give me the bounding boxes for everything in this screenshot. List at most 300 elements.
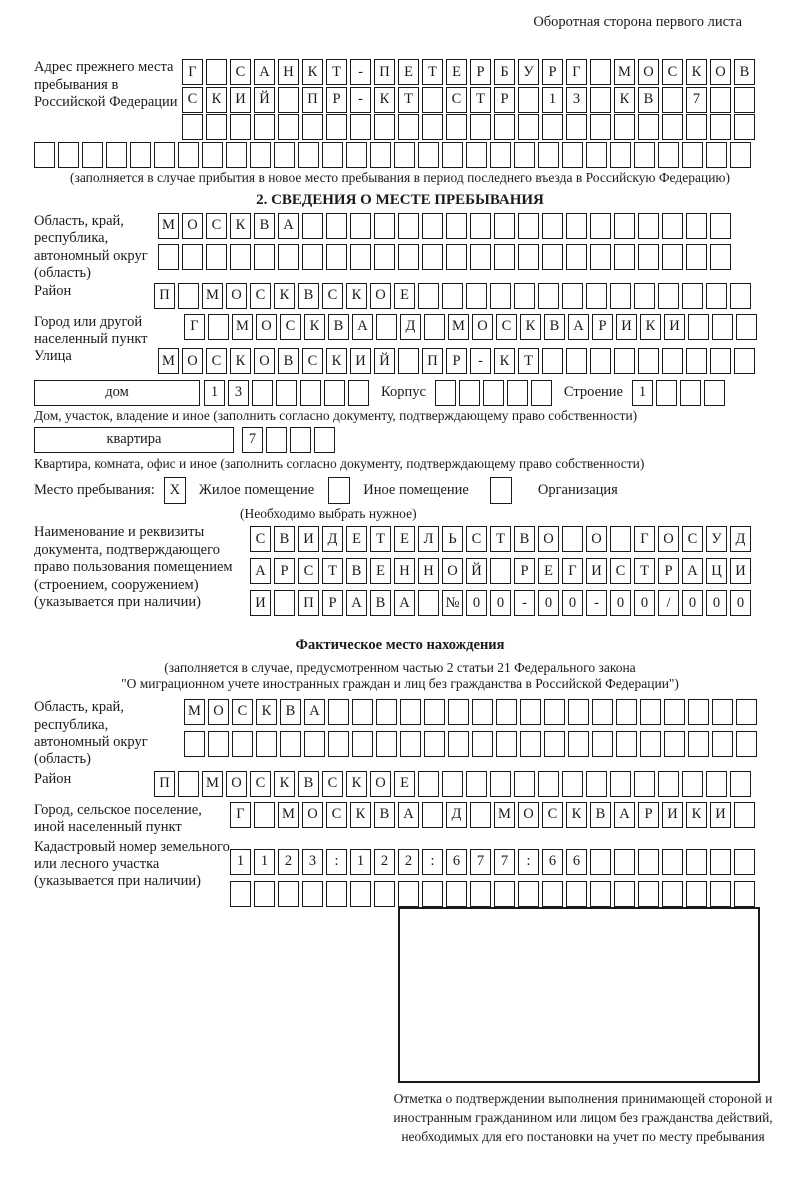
char-box bbox=[202, 142, 223, 168]
char-box bbox=[278, 244, 299, 270]
char-box: С bbox=[206, 213, 227, 239]
char-box: Р bbox=[542, 59, 563, 85]
char-box bbox=[610, 142, 631, 168]
house-type-box: дом bbox=[34, 380, 200, 406]
char-box bbox=[302, 114, 323, 140]
char-box: Р bbox=[322, 590, 343, 616]
char-box: Е bbox=[346, 526, 367, 552]
char-box bbox=[422, 244, 443, 270]
char-box bbox=[490, 771, 511, 797]
char-box: 6 bbox=[446, 849, 467, 875]
char-box: С bbox=[250, 771, 271, 797]
char-box bbox=[712, 314, 733, 340]
checkbox-residential-mark: X bbox=[169, 482, 181, 499]
char-box bbox=[706, 283, 727, 309]
char-box: 7 bbox=[494, 849, 515, 875]
char-box: О bbox=[256, 314, 277, 340]
char-box: А bbox=[568, 314, 589, 340]
char-box bbox=[640, 731, 661, 757]
char-box bbox=[424, 314, 445, 340]
char-box bbox=[418, 590, 439, 616]
char-box: Т bbox=[470, 87, 491, 113]
stamp-box bbox=[398, 907, 760, 1083]
prev-address-row-4 bbox=[34, 142, 800, 168]
char-box bbox=[302, 213, 323, 239]
char-box: С bbox=[182, 87, 203, 113]
region-row-1 bbox=[158, 213, 734, 239]
char-box: Р bbox=[326, 87, 347, 113]
char-box bbox=[590, 348, 611, 374]
char-box bbox=[590, 59, 611, 85]
char-box bbox=[278, 87, 299, 113]
char-box bbox=[686, 213, 707, 239]
char-box: А bbox=[304, 699, 325, 725]
char-box bbox=[459, 380, 480, 406]
char-box bbox=[206, 59, 227, 85]
char-box: О bbox=[518, 802, 539, 828]
char-box bbox=[542, 244, 563, 270]
char-box: К bbox=[346, 283, 367, 309]
char-box: С bbox=[298, 558, 319, 584]
char-box bbox=[566, 213, 587, 239]
char-box bbox=[226, 142, 247, 168]
char-box bbox=[326, 213, 347, 239]
char-box: К bbox=[520, 314, 541, 340]
region-row-2 bbox=[158, 244, 734, 270]
char-box bbox=[590, 87, 611, 113]
char-box bbox=[206, 244, 227, 270]
region-2-label: Область, край, республика, автономный округ (область) bbox=[34, 699, 148, 768]
char-box bbox=[542, 114, 563, 140]
char-box bbox=[314, 427, 335, 453]
char-box bbox=[472, 699, 493, 725]
prev-address-row-1 bbox=[182, 59, 758, 85]
char-box bbox=[496, 699, 517, 725]
section2-title: 2. СВЕДЕНИЯ О МЕСТЕ ПРЕБЫВАНИЯ bbox=[256, 192, 544, 209]
char-box: Т bbox=[398, 87, 419, 113]
char-box bbox=[734, 87, 755, 113]
char-box bbox=[616, 699, 637, 725]
char-box: Р bbox=[494, 87, 515, 113]
char-box: В bbox=[734, 59, 755, 85]
char-box bbox=[566, 114, 587, 140]
char-box: Ц bbox=[706, 558, 727, 584]
char-box bbox=[350, 213, 371, 239]
char-box: Д bbox=[400, 314, 421, 340]
document-label: Наименование и реквизиты документа, подтверждающего право пользования помещением (строением, сооружением) (указывается при наличии) bbox=[34, 524, 233, 610]
char-box: 3 bbox=[228, 380, 249, 406]
document-row-3 bbox=[250, 590, 754, 616]
char-box bbox=[304, 731, 325, 757]
char-box bbox=[638, 849, 659, 875]
char-box bbox=[614, 849, 635, 875]
char-box bbox=[130, 142, 151, 168]
prev-address-note: (заполняется в случае прибытия в новое место пребывания в период последнего въезда в Российскую Федерацию) bbox=[69, 169, 731, 185]
char-box bbox=[470, 881, 491, 907]
char-box bbox=[250, 142, 271, 168]
char-box bbox=[278, 114, 299, 140]
char-box bbox=[710, 213, 731, 239]
char-box bbox=[466, 771, 487, 797]
char-box: В bbox=[638, 87, 659, 113]
char-box bbox=[158, 244, 179, 270]
char-box: Д bbox=[446, 802, 467, 828]
char-box: В bbox=[278, 348, 299, 374]
char-box: № bbox=[442, 590, 463, 616]
char-box bbox=[470, 213, 491, 239]
char-box: П bbox=[298, 590, 319, 616]
char-box bbox=[682, 283, 703, 309]
char-box: А bbox=[250, 558, 271, 584]
checkbox-residential bbox=[164, 477, 186, 504]
char-box: В bbox=[346, 558, 367, 584]
char-box: К bbox=[686, 59, 707, 85]
char-box: - bbox=[586, 590, 607, 616]
field-region-2 bbox=[34, 699, 800, 769]
char-box bbox=[398, 348, 419, 374]
field-region bbox=[34, 213, 800, 283]
char-box: Г bbox=[562, 558, 583, 584]
char-box bbox=[568, 699, 589, 725]
char-box bbox=[634, 771, 655, 797]
char-box: И bbox=[662, 802, 683, 828]
char-box: П bbox=[154, 771, 175, 797]
char-box: В bbox=[328, 314, 349, 340]
char-box bbox=[688, 731, 709, 757]
char-box: С bbox=[662, 59, 683, 85]
char-box: Ь bbox=[442, 526, 463, 552]
char-box bbox=[254, 244, 275, 270]
char-box: И bbox=[230, 87, 251, 113]
city-label: Город или другой населенный пункт bbox=[34, 313, 148, 347]
char-box bbox=[616, 731, 637, 757]
char-box: О bbox=[370, 283, 391, 309]
char-box: В bbox=[544, 314, 565, 340]
char-box: Й bbox=[374, 348, 395, 374]
korpus-label: Корпус bbox=[381, 384, 426, 401]
char-box: Е bbox=[370, 558, 391, 584]
option-residential-label: Жилое помещение bbox=[198, 482, 315, 499]
char-box bbox=[592, 699, 613, 725]
char-box: Д bbox=[322, 526, 343, 552]
char-box: Е bbox=[446, 59, 467, 85]
page-header-note: Оборотная сторона первого листа bbox=[533, 14, 742, 30]
char-box: И bbox=[710, 802, 731, 828]
char-box: О bbox=[710, 59, 731, 85]
char-box: Г bbox=[634, 526, 655, 552]
char-box: В bbox=[590, 802, 611, 828]
char-box: М bbox=[494, 802, 515, 828]
char-box bbox=[483, 380, 504, 406]
char-box bbox=[298, 142, 319, 168]
cadastral-label: Кадастровый номер земельного или лесного участка (указывается при наличии) bbox=[34, 838, 230, 890]
char-box bbox=[514, 283, 535, 309]
char-box: 0 bbox=[682, 590, 703, 616]
char-box: Н bbox=[418, 558, 439, 584]
char-box: В bbox=[280, 699, 301, 725]
char-box: К bbox=[274, 283, 295, 309]
char-box: С bbox=[322, 283, 343, 309]
char-box bbox=[634, 142, 655, 168]
char-box: Б bbox=[494, 59, 515, 85]
char-box: Т bbox=[490, 526, 511, 552]
char-box: К bbox=[494, 348, 515, 374]
char-box: 7 bbox=[470, 849, 491, 875]
char-box bbox=[566, 244, 587, 270]
char-box bbox=[400, 699, 421, 725]
char-box: О bbox=[370, 771, 391, 797]
district-row bbox=[154, 283, 754, 309]
actual-location-note-2: "О миграционном учете иностранных граждан и лиц без гражданства в Российской Федерации") bbox=[121, 676, 679, 691]
char-box: Р bbox=[274, 558, 295, 584]
char-box bbox=[614, 244, 635, 270]
char-box bbox=[686, 244, 707, 270]
char-box bbox=[734, 114, 755, 140]
char-box: Т bbox=[326, 59, 347, 85]
street-row bbox=[158, 348, 758, 374]
char-box: А bbox=[346, 590, 367, 616]
char-box bbox=[448, 731, 469, 757]
char-box: 1 bbox=[204, 380, 225, 406]
char-box bbox=[350, 244, 371, 270]
char-box bbox=[662, 114, 683, 140]
prev-address-label: Адрес прежнего места пребывания в Российской Федерации bbox=[34, 59, 178, 111]
char-box bbox=[638, 244, 659, 270]
char-box bbox=[208, 731, 229, 757]
char-box: 0 bbox=[490, 590, 511, 616]
char-box bbox=[706, 142, 727, 168]
char-box bbox=[324, 380, 345, 406]
char-box bbox=[640, 699, 661, 725]
char-box bbox=[658, 142, 679, 168]
char-box bbox=[254, 114, 275, 140]
char-box bbox=[322, 142, 343, 168]
char-box bbox=[538, 771, 559, 797]
char-box: : bbox=[422, 849, 443, 875]
char-box: Т bbox=[422, 59, 443, 85]
char-box bbox=[658, 771, 679, 797]
cadastral-row-2 bbox=[230, 881, 758, 907]
char-box bbox=[446, 213, 467, 239]
field-document bbox=[34, 524, 800, 629]
char-box: А bbox=[352, 314, 373, 340]
char-box bbox=[300, 380, 321, 406]
char-box bbox=[662, 213, 683, 239]
char-box: С bbox=[542, 802, 563, 828]
char-box bbox=[230, 114, 251, 140]
char-box bbox=[290, 427, 311, 453]
char-box: 0 bbox=[538, 590, 559, 616]
field-street bbox=[34, 348, 800, 376]
char-box bbox=[350, 881, 371, 907]
char-box bbox=[376, 314, 397, 340]
char-box: 1 bbox=[254, 849, 275, 875]
char-box: 6 bbox=[566, 849, 587, 875]
char-box bbox=[662, 244, 683, 270]
char-box: С bbox=[610, 558, 631, 584]
char-box bbox=[704, 380, 725, 406]
char-box bbox=[518, 881, 539, 907]
char-box bbox=[590, 244, 611, 270]
char-box bbox=[374, 881, 395, 907]
char-box bbox=[374, 114, 395, 140]
char-box: 2 bbox=[374, 849, 395, 875]
region-2-row-1 bbox=[184, 699, 760, 725]
char-box: К bbox=[230, 348, 251, 374]
char-box: К bbox=[614, 87, 635, 113]
char-box bbox=[614, 881, 635, 907]
char-box bbox=[710, 87, 731, 113]
char-box: С bbox=[280, 314, 301, 340]
char-box: Г bbox=[184, 314, 205, 340]
char-box: Н bbox=[394, 558, 415, 584]
char-box: И bbox=[730, 558, 751, 584]
char-box bbox=[562, 283, 583, 309]
char-box: П bbox=[374, 59, 395, 85]
char-box bbox=[734, 881, 755, 907]
char-box bbox=[518, 244, 539, 270]
actual-location-note-1: (заполняется в случае, предусмотренном частью 2 статьи 21 Федерального закона bbox=[164, 659, 636, 675]
char-box bbox=[442, 771, 463, 797]
char-box: С bbox=[250, 526, 271, 552]
char-box bbox=[682, 771, 703, 797]
char-box bbox=[446, 244, 467, 270]
char-box bbox=[178, 142, 199, 168]
house-note: Дом, участок, владение и иное (заполнить согласно документу, подтверждающему право собственности) bbox=[34, 407, 638, 423]
char-box bbox=[490, 283, 511, 309]
char-box: Н bbox=[278, 59, 299, 85]
char-box: Р bbox=[658, 558, 679, 584]
char-box: Р bbox=[514, 558, 535, 584]
char-box bbox=[184, 731, 205, 757]
char-box: О bbox=[208, 699, 229, 725]
char-box bbox=[435, 380, 456, 406]
char-box bbox=[466, 283, 487, 309]
char-box: О bbox=[254, 348, 275, 374]
char-box bbox=[418, 283, 439, 309]
char-box bbox=[106, 142, 127, 168]
char-box bbox=[346, 142, 367, 168]
stay-type-note: (Необходимо выбрать нужное) bbox=[240, 506, 417, 522]
char-box bbox=[562, 526, 583, 552]
char-box: Й bbox=[254, 87, 275, 113]
char-box bbox=[472, 731, 493, 757]
char-box: К bbox=[302, 59, 323, 85]
char-box: А bbox=[614, 802, 635, 828]
char-box bbox=[638, 114, 659, 140]
char-box: Е bbox=[538, 558, 559, 584]
city-2-label: Город, сельское поселение, иной населенный пункт bbox=[34, 801, 202, 836]
char-box bbox=[734, 849, 755, 875]
char-box: Д bbox=[730, 526, 751, 552]
char-box: 1 bbox=[542, 87, 563, 113]
char-box: А bbox=[394, 590, 415, 616]
char-box bbox=[302, 881, 323, 907]
char-box bbox=[424, 731, 445, 757]
char-box: 0 bbox=[634, 590, 655, 616]
char-box: М bbox=[158, 348, 179, 374]
char-box bbox=[274, 590, 295, 616]
char-box bbox=[422, 802, 443, 828]
char-box bbox=[520, 731, 541, 757]
char-box: - bbox=[350, 59, 371, 85]
char-box: М bbox=[278, 802, 299, 828]
char-box bbox=[610, 526, 631, 552]
char-box bbox=[374, 244, 395, 270]
char-box bbox=[656, 380, 677, 406]
char-box bbox=[58, 142, 79, 168]
char-box bbox=[230, 244, 251, 270]
char-box: О bbox=[226, 771, 247, 797]
char-box: 3 bbox=[302, 849, 323, 875]
char-box: О bbox=[538, 526, 559, 552]
char-box bbox=[736, 314, 757, 340]
char-box bbox=[686, 881, 707, 907]
stay-type-row bbox=[34, 477, 800, 504]
char-box: 3 bbox=[566, 87, 587, 113]
char-box bbox=[466, 142, 487, 168]
char-box bbox=[496, 731, 517, 757]
char-box bbox=[538, 283, 559, 309]
char-box bbox=[490, 558, 511, 584]
char-box bbox=[328, 731, 349, 757]
char-box: С bbox=[250, 283, 271, 309]
char-box bbox=[592, 731, 613, 757]
char-box bbox=[254, 881, 275, 907]
char-box: О bbox=[586, 526, 607, 552]
char-box bbox=[470, 802, 491, 828]
char-box bbox=[422, 881, 443, 907]
char-box bbox=[542, 213, 563, 239]
char-box bbox=[326, 244, 347, 270]
char-box: Т bbox=[370, 526, 391, 552]
char-box: О bbox=[302, 802, 323, 828]
char-box: 2 bbox=[398, 849, 419, 875]
char-box: О bbox=[472, 314, 493, 340]
char-box bbox=[542, 348, 563, 374]
char-box: С bbox=[446, 87, 467, 113]
char-box bbox=[518, 87, 539, 113]
char-box bbox=[348, 380, 369, 406]
char-box: К bbox=[206, 87, 227, 113]
char-box bbox=[507, 380, 528, 406]
char-box bbox=[398, 244, 419, 270]
char-box: 0 bbox=[610, 590, 631, 616]
char-box: 1 bbox=[230, 849, 251, 875]
char-box: О bbox=[442, 558, 463, 584]
char-box bbox=[326, 114, 347, 140]
char-box: О bbox=[182, 348, 203, 374]
char-box bbox=[614, 114, 635, 140]
char-box: С bbox=[466, 526, 487, 552]
char-box bbox=[494, 114, 515, 140]
char-box bbox=[302, 244, 323, 270]
char-box: Р bbox=[446, 348, 467, 374]
char-box: И bbox=[250, 590, 271, 616]
char-box bbox=[614, 213, 635, 239]
apartment-row bbox=[34, 427, 800, 453]
char-box bbox=[531, 380, 552, 406]
char-box bbox=[710, 849, 731, 875]
char-box bbox=[634, 283, 655, 309]
char-box bbox=[664, 699, 685, 725]
char-box bbox=[490, 142, 511, 168]
field-district bbox=[34, 283, 800, 311]
char-box bbox=[494, 881, 515, 907]
char-box: М bbox=[184, 699, 205, 725]
char-box: П bbox=[302, 87, 323, 113]
char-box bbox=[662, 881, 683, 907]
